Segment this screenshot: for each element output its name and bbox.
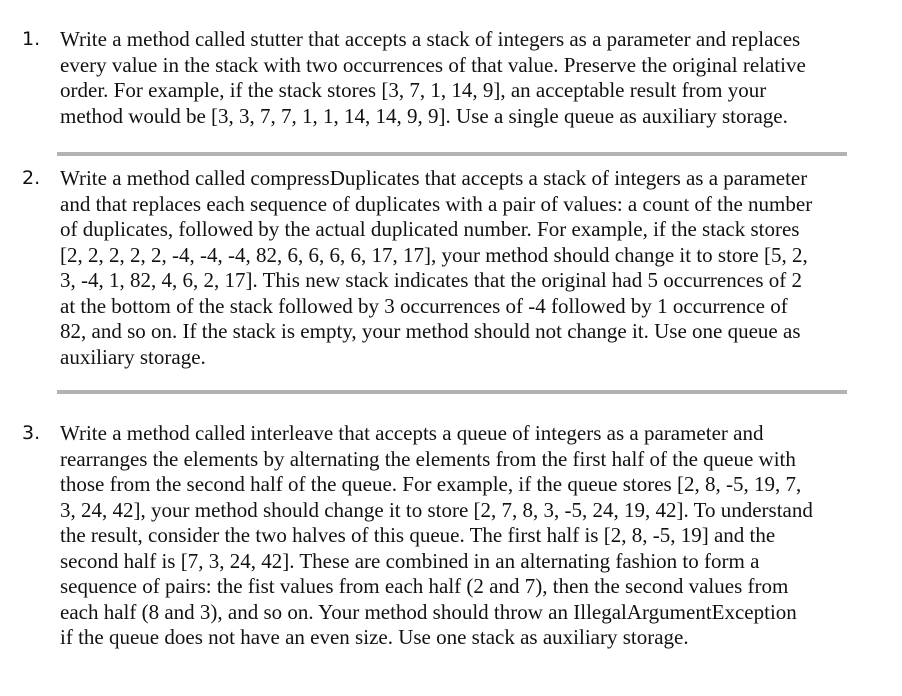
text-line: every value in the stack with two occurrences of that value. Preserve the original relative	[60, 52, 806, 77]
text-line: sequence of pairs: the fist values from each half (2 and 7), then the second values from	[60, 574, 789, 598]
text-line: each half (8 and 3), and so on. Your method should throw an IllegalArgumentException	[60, 599, 797, 624]
text-line: auxiliary storage.	[60, 344, 206, 369]
text-line: [2, 2, 2, 2, 2, -4, -4, -4, 82, 6, 6, 6, 6, 17, 17], your method should change it to store [5, 2,	[60, 242, 808, 267]
text-line: 3, -4, 1, 82, 4, 6, 2, 17]. This new stack indicates that the original had 5 occurrences of 2	[60, 268, 803, 292]
text-line: Write a method called interleave that accepts a queue of integers as a parameter and	[60, 421, 764, 445]
section-divider	[57, 152, 847, 156]
text-line: of duplicates, followed by the actual duplicated number. For example, if the stack stores	[60, 217, 800, 241]
text-line: rearranges the elements by alternating the elements from the first half of the queue with	[60, 446, 796, 471]
text-line: at the bottom of the stack followed by 3 occurrences of -4 followed by 1 occurrence of	[60, 293, 788, 318]
text-line: order. For example, if the stack stores [3, 7, 1, 14, 9], an acceptable result from your	[60, 78, 767, 102]
problem-text	[60, 166, 812, 370]
text-line: and that replaces each sequence of duplicates with a pair of values: a count of the number	[60, 191, 813, 216]
text-line: 82, and so on. If the stack is empty, your method should not change it. Use one queue as	[60, 319, 801, 343]
text-line: 3, 24, 42], your method should change it to store [2, 7, 8, 3, -5, 24, 19, 42]. To understand	[60, 497, 813, 522]
text-line: if the queue does not have an even size. Use one stack as auxiliary storage.	[60, 625, 689, 649]
text-line: Write a method called stutter that accepts a stack of integers as a parameter and replaces	[60, 27, 801, 51]
text-line: the result, consider the two halves of this queue. The first half is [2, 8, -5, 19] and the	[60, 523, 776, 547]
text-line: those from the second half of the queue. For example, if the queue stores [2, 8, -5, 19, 7,	[60, 472, 802, 496]
text-line: method would be [3, 3, 7, 7, 1, 1, 14, 14, 9, 9]. Use a single queue as auxiliary storage.	[60, 103, 788, 128]
problem-text	[60, 421, 813, 651]
problem-number: 1.	[22, 28, 41, 50]
problem-text	[60, 27, 806, 129]
text-line: second half is [7, 3, 24, 42]. These are combined in an alternating fashion to form a	[60, 548, 760, 573]
section-divider	[57, 390, 847, 394]
text-line: Write a method called compressDuplicates that accepts a stack of integers as a parameter	[60, 166, 808, 190]
problem-number: 3.	[22, 422, 41, 444]
problem-number: 2.	[22, 167, 41, 189]
